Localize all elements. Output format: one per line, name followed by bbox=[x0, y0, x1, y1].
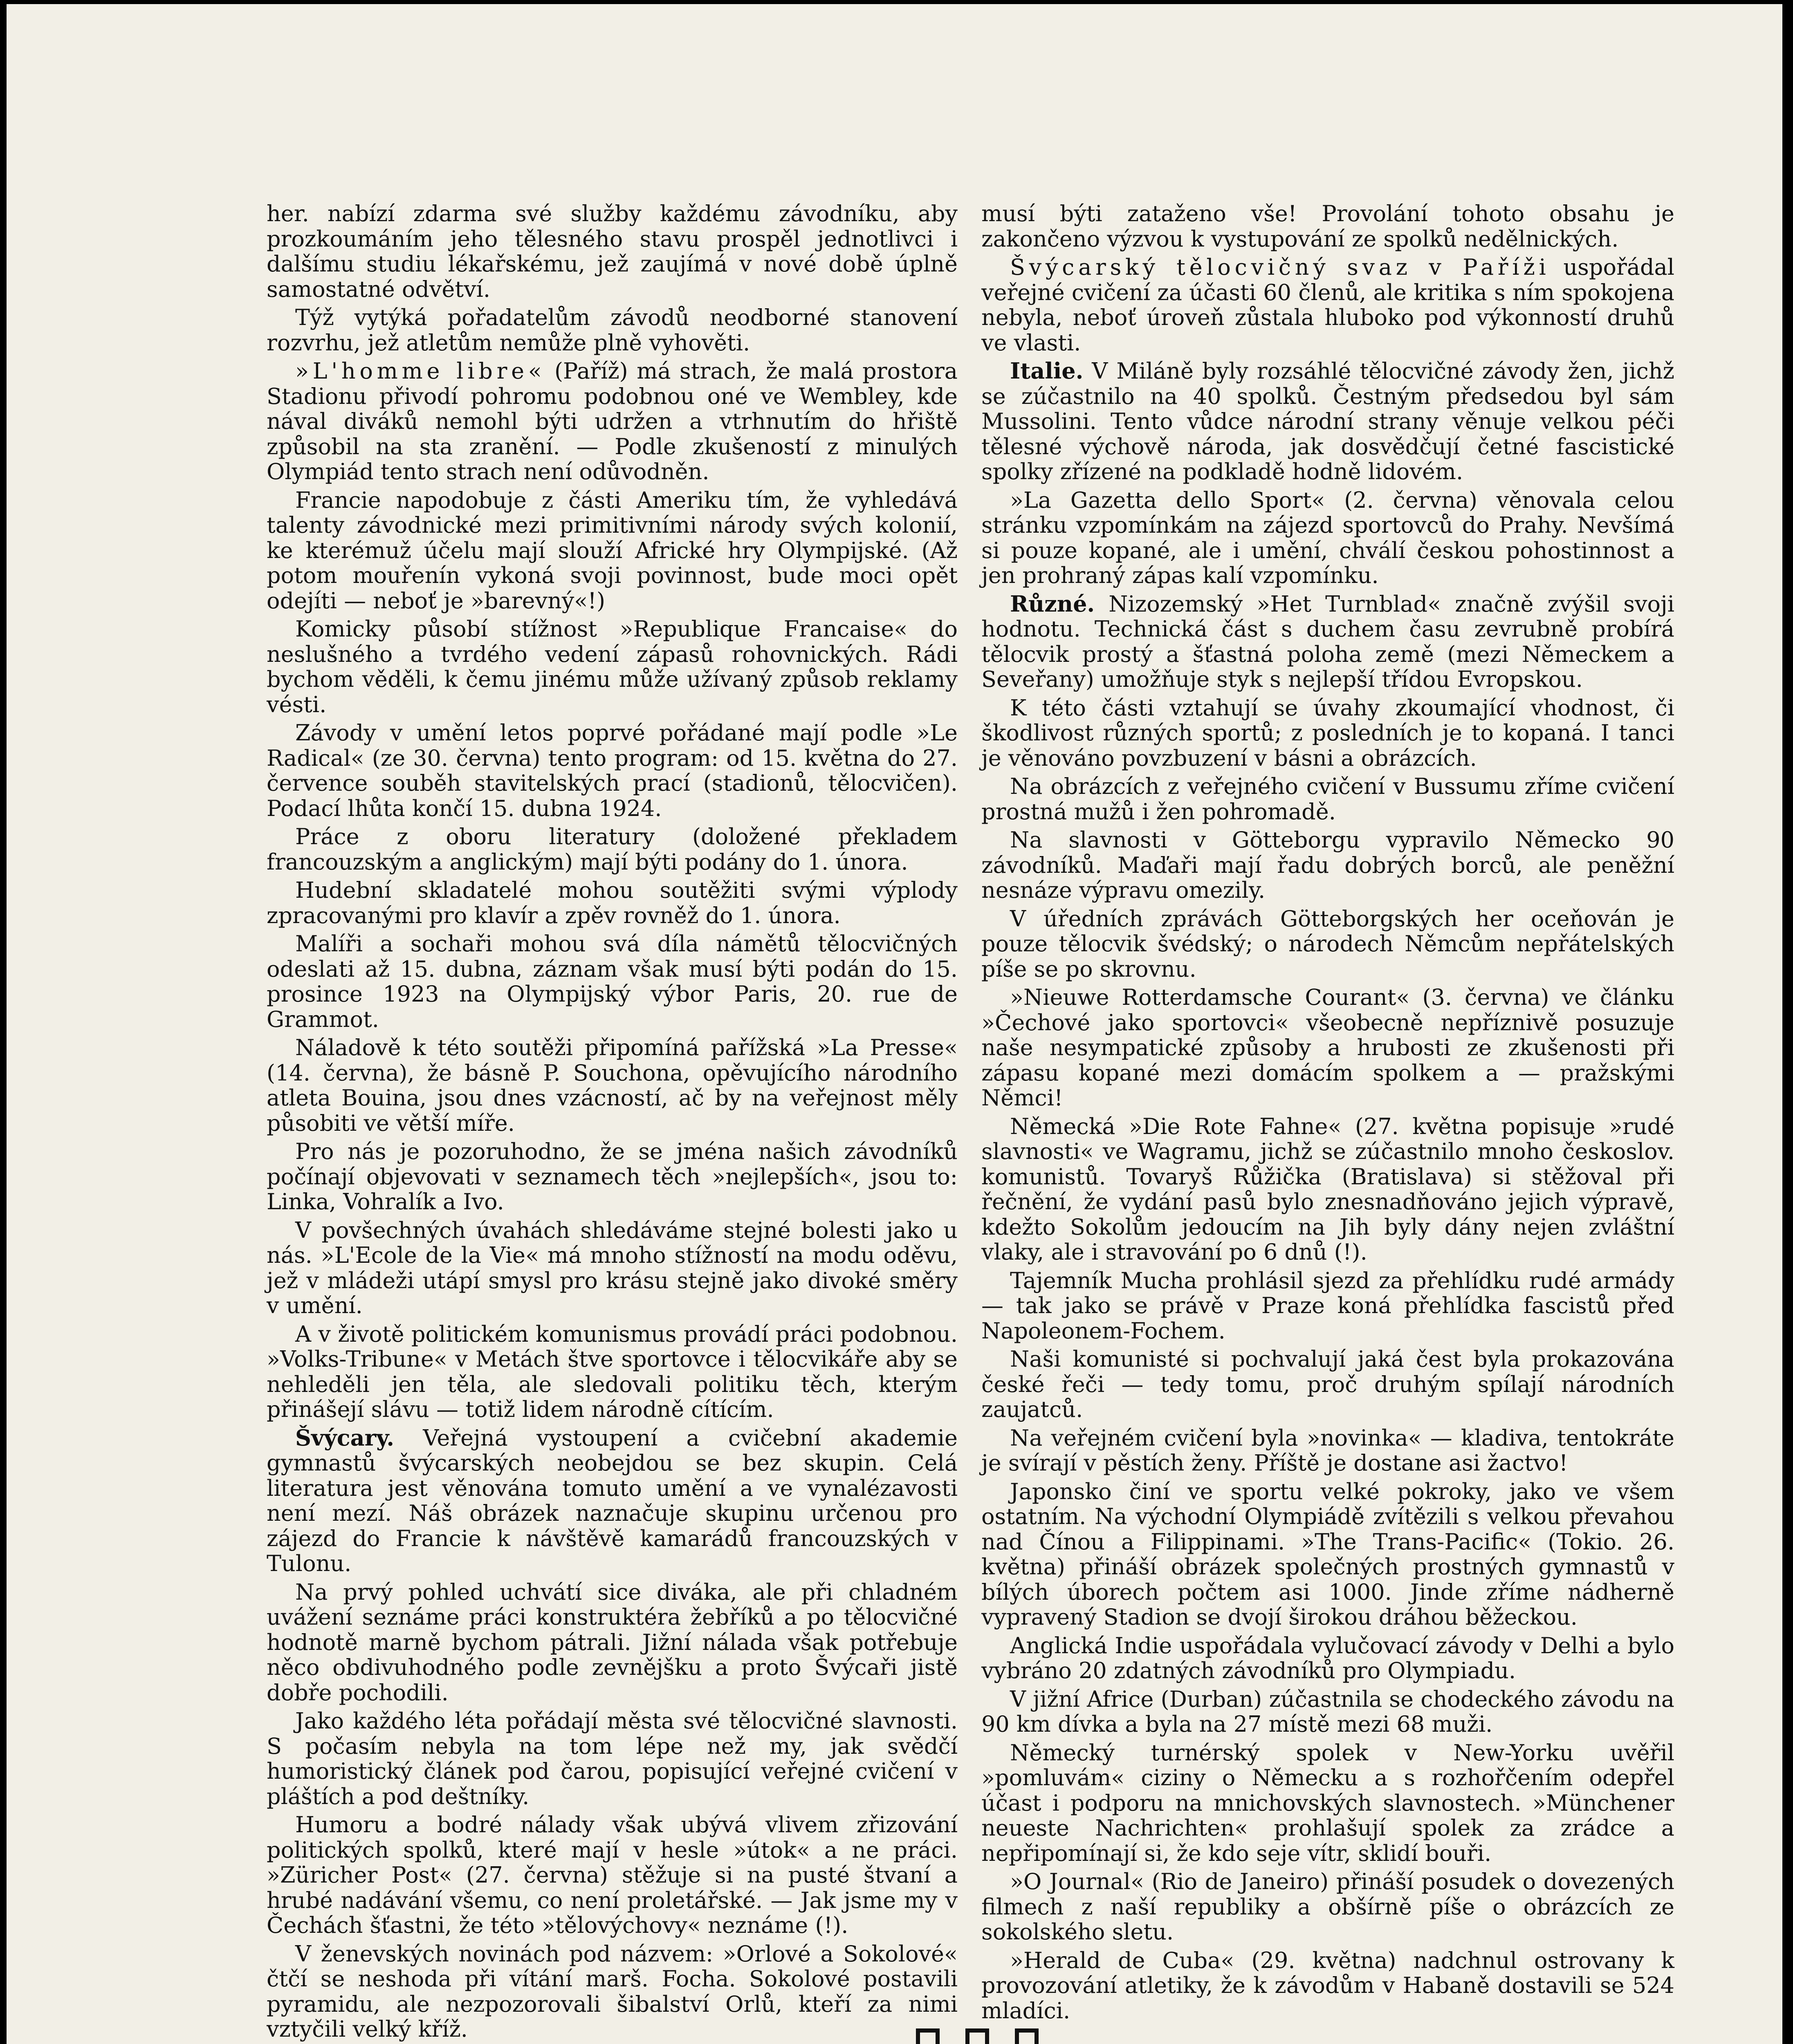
article-paragraph bbox=[267, 1139, 958, 1215]
paragraph-text: Na veřejném cvičení byla »novinka« — kladiva, tentokráte je svírají v pěstích ženy. Příště je dostane asi žactvo! bbox=[981, 1425, 1674, 1476]
article-paragraph bbox=[267, 1941, 958, 2042]
article-paragraph bbox=[981, 1633, 1674, 1683]
paragraph-text: »La Gazetta dello Sport« (2. června) věnovala celou stránku vzpomínkám na zájezd sportovců do Prahy. Nevšímá si pouze kopané, ale i umění, chválí českou pohostinnost a jen prohraný zápas kalí vzpomínku. bbox=[981, 487, 1674, 588]
paragraph-text: »Herald de Cuba« (29. května) nadchnul ostrovany k provozování atletiky, že k závodům v Habaně dostavili se 524 mladíci. bbox=[981, 1947, 1674, 2024]
paragraph-text: (Paříž) má strach, že malá prostora Stadionu přivodí pohromu podobnou oné ve Wembley, kde nával diváků nemohl býti udržen a vtrhnutím do hřiště způsobil na sta zranění. — Podle zkušeností z minulých Olympiád tento strach není odůvodněn. bbox=[267, 358, 958, 484]
separator-box-icon bbox=[1015, 2028, 1039, 2044]
article-paragraph bbox=[981, 985, 1674, 1111]
paragraph-text: Francie napodobuje z části Ameriku tím, že vyhledává talenty závodnické mezi primitivními národy svých kolonií, ke kterémuž účelu mají slouží Africké hry Olympijské. (Až potom mouřenín vykoná svoji povinnost, bude moci opět odejíti — neboť je »barevný«!) bbox=[267, 487, 958, 614]
article-paragraph bbox=[267, 720, 958, 821]
paragraph-text: Práce z oboru literatury (doložené překladem francouzským a anglickým) mají býti podány do 1. února. bbox=[267, 824, 958, 875]
article-paragraph bbox=[267, 931, 958, 1032]
article-paragraph bbox=[981, 906, 1674, 982]
article-paragraph bbox=[981, 827, 1674, 903]
paragraph-text: V úředních zprávách Götteborgských her oceňován je pouze tělocvik švédský; o národech Němcům nepřátelských píše se po skrovnu. bbox=[981, 905, 1674, 982]
paragraph-text: Náladově k této soutěži připomíná pařížská »La Presse« (14. června), že básně P. Souchona, opěvujícího národního atleta Bouina, jsou dnes vzácností, ač by na veřejnost měly působiti ve větší míře. bbox=[267, 1035, 958, 1136]
article-paragraph bbox=[267, 488, 958, 614]
article-paragraph bbox=[981, 1869, 1674, 1945]
article-paragraph bbox=[981, 1740, 1674, 1866]
section-lead: Švýcary. bbox=[295, 1424, 395, 1451]
section-separator bbox=[916, 2028, 1039, 2044]
paragraph-text: V jižní Africe (Durban) zúčastnila se chodeckého závodu na 90 km dívka a byla na 27 místě mezi 68 muži. bbox=[981, 1686, 1674, 1737]
article-paragraph bbox=[267, 1218, 958, 1318]
paragraph-text: Veřejná vystoupení a cvičební akademie gymnastů švýcarských neobejdou se bez skupin. Celá literatura jest věnována tomuto umění a ve vynalézavosti není mezí. Náš obrázek naznačuje skupinu určenou pro zájezd do Francie k návštěvě kamarádů francouzských v Tulonu. bbox=[267, 1425, 958, 1576]
right-column bbox=[981, 201, 1674, 2026]
page-border-top bbox=[0, 0, 1793, 4]
article-paragraph bbox=[981, 359, 1674, 484]
paragraph-text: Naši komunisté si pochvalují jaká čest byla prokazována české řeči — tedy tomu, proč druhým spílají národních zaujatců. bbox=[981, 1346, 1674, 1422]
section-lead: Různé. bbox=[1010, 590, 1095, 617]
paragraph-text: Malíři a sochaři mohou svá díla námětů tělocvičných odeslati až 15. dubna, záznam však musí býti podán do 15. prosince 1923 na Olympijský výbor Paris, 20. rue de Grammot. bbox=[267, 931, 958, 1032]
article-paragraph bbox=[267, 305, 958, 355]
article-paragraph bbox=[981, 488, 1674, 588]
paragraph-text: Nizozemský »Het Turnblad« značně zvýšil svoji hodnotu. Technická část s duchem času zevrubně probírá tělocvik prostý a šťastná poloha země (mezi Německem a Seveřany) umožňuje styk s nejlepší třídou Evropskou. bbox=[981, 591, 1674, 692]
article-paragraph bbox=[267, 201, 958, 302]
paragraph-text: Německá »Die Rote Fahne« (27. května popisuje »rudé slavnosti« ve Wagramu, jichž se zúčastnilo mnoho českoslov. komunistů. Tovaryš Růžička (Bratislava) si stěžoval při řečnění, že vydání pasů bylo znesnadňováno jejich výpravě, kdežto Sokolům jedoucím na Jih byly dány nejen zvláštní vlaky, ale i stravování po 6 dnů (!). bbox=[981, 1113, 1674, 1265]
paragraph-text: K této části vztahují se úvahy zkoumající vhodnost, či škodlivost různých sportů; z posledních je to kopaná. I tanci je věnováno povzbuzení v básni a obrázcích. bbox=[981, 695, 1674, 771]
article-paragraph bbox=[981, 1425, 1674, 1476]
article-paragraph bbox=[267, 1035, 958, 1136]
article-paragraph bbox=[981, 695, 1674, 771]
periodical-title: Švýcarský tělocvičný svaz v Paříži bbox=[1010, 254, 1550, 280]
article-paragraph bbox=[981, 255, 1674, 355]
paragraph-text: Hudební skladatelé mohou soutěžiti svými výplody zpracovanými pro klavír a zpěv rovněž do 1. února. bbox=[267, 877, 958, 928]
paragraph-text: V ženevských novinách pod názvem: »Orlové a Sokolové« čtčí se neshoda při vítání marš. Focha. Sokolové postavili pyramidu, ale nezpozorovali šibalství Orlů, kteří za nimi vztyčili velký kříž. bbox=[267, 1941, 958, 2042]
separator-box-icon bbox=[965, 2028, 989, 2044]
article-paragraph bbox=[981, 1114, 1674, 1265]
article-paragraph bbox=[981, 1347, 1674, 1422]
separator-box-icon bbox=[916, 2028, 940, 2044]
paragraph-text: A v životě politickém komunismus provádí práci podobnou. »Volks-Tribune« v Metách štve sportovce i tělocvikáře aby se nehleděli jen těla, ale sledovali politiku těch, kterým přinášejí slávu — totiž lidem národně cítícím. bbox=[267, 1321, 958, 1422]
left-column bbox=[267, 201, 958, 2044]
paragraph-text: musí býti zataženo vše! Provolání tohoto obsahu je zakončeno výzvou k vystupování ze spolků nedělnických. bbox=[981, 201, 1674, 252]
article-paragraph bbox=[981, 1687, 1674, 1737]
article-paragraph bbox=[267, 1708, 958, 1809]
paragraph-text: Závody v umění letos poprvé pořádané mají podle »Le Radical« (ze 30. června) tento program: od 15. května do 27. července souběh stavitelských prací (stadionů, tělocvičen). Podací lhůta končí 15. dubna 1924. bbox=[267, 720, 958, 821]
article-paragraph bbox=[981, 592, 1674, 692]
paragraph-text: her. nabízí zdarma své služby každému závodníku, aby prozkoumáním jeho tělesného stavu prospěl jednotlivci i dalšímu studiu lékařskému, jež zaujímá v nové době úplně samostatné odvětví. bbox=[267, 201, 958, 302]
paragraph-text: Na obrázcích z veřejného cvičení v Bussumu zříme cvičení prostná mužů i žen pohromadě. bbox=[981, 773, 1674, 825]
article-paragraph bbox=[981, 1268, 1674, 1344]
page-border-left bbox=[0, 0, 7, 2044]
article-paragraph bbox=[267, 824, 958, 874]
paragraph-text: Anglická Indie uspořádala vylučovací závody v Delhi a bylo vybráno 20 zdatných závodníků pro Olympiadu. bbox=[981, 1632, 1674, 1683]
article-paragraph bbox=[267, 1322, 958, 1422]
article-paragraph bbox=[981, 1479, 1674, 1630]
paragraph-text: Tajemník Mucha prohlásil sjezd za přehlídku rudé armády — tak jako se právě v Praze koná přehlídka fascistů před Napoleonem-Fochem. bbox=[981, 1267, 1674, 1344]
periodical-title: »L'homme libre« bbox=[295, 358, 546, 384]
paragraph-text: Japonsko činí ve sportu velké pokroky, jako ve všem ostatním. Na východní Olympiádě zvítězili s velkou převahou nad Čínou a Filippinami. »The Trans-Pacific« (Tokio. 26. května) přináší obrázek společných prostných gymnastů v bílých úborech počtem asi 1000. Jinde zříme nádherně vypravený Stadion se dvojí širokou dráhou běžeckou. bbox=[981, 1478, 1674, 1630]
section-lead: Italie. bbox=[1010, 358, 1084, 384]
article-paragraph bbox=[267, 1425, 958, 1576]
article-paragraph bbox=[981, 201, 1674, 251]
paragraph-text: Komicky působí stížnost »Republique Francaise« do neslušného a tvrdého vedení zápasů rohovnických. Rádi bychom věděli, k čemu jinému může užívaný způsob reklamy vésti. bbox=[267, 616, 958, 717]
article-paragraph bbox=[981, 1948, 1674, 2024]
paragraph-text: Německý turnérský spolek v New-Yorku uvěřil »pomluvám« ciziny o Německu a s rozhořčením odepřel účast i podporu na mnichovských slavnostech. »Münchener neueste Nachrichten« prohlašují spolek za zrádce a nepřipomínají si, že kdo seje vítr, sklidí bouři. bbox=[981, 1739, 1674, 1866]
article-paragraph bbox=[267, 359, 958, 484]
paragraph-text: Na prvý pohled uchvátí sice diváka, ale při chladném uvážení seznáme práci konstruktéra žebříků a po tělocvičné hodnotě marně bychom pátrali. Jižní nálada však potřebuje něco obdivuhodného podle zevnějšku a proto Švýcaři jistě dobře pochodili. bbox=[267, 1579, 958, 1706]
paragraph-text: Pro nás je pozoruhodno, že se jména našich závodníků počínají objevovati v seznamech těch »nejlepších«, jsou to: Linka, Vohralík a Ivo. bbox=[267, 1139, 958, 1215]
paragraph-text: Humoru a bodré nálady však ubývá vlivem zřizování politických spolků, které mají v hesle »útok« a ne práci. »Züricher Post« (27. června) stěžuje si na pusté štvaní a hrubé nadávání všemu, co není proletářské. — Jak jsme my v Čechách šťastni, že této »tělovýchovy« neznáme (!). bbox=[267, 1812, 958, 1938]
paragraph-text: V Miláně byly rozsáhlé tělocvičné závody žen, jichž se zúčastnilo na 40 spolků. Čestným předsedou byl sám Mussolini. Tento vůdce národní strany věnuje velkou péči tělesné výchově národa, jak dosvědčují četné fascistické spolky zřízené na podkladě hodně lidovém. bbox=[981, 358, 1674, 484]
paragraph-text: V povšechných úvahách shledáváme stejné bolesti jako u nás. »L'Ecole de la Vie« má mnoho stížností na modu oděvu, jež v mládeži utápí smysl pro krásu stejně jako divoké směry v umění. bbox=[267, 1217, 958, 1318]
article-paragraph bbox=[267, 1812, 958, 1938]
paragraph-text: Týž vytýká pořadatelům závodů neodborné stanovení rozvrhu, jež atletům nemůže plně vyhověti. bbox=[267, 305, 958, 356]
paragraph-text: »O Journal« (Rio de Janeiro) přináší posudek o dovezených filmech z naší republiky a obšírně píše o obrázcích ze sokolského sletu. bbox=[981, 1869, 1674, 1945]
article-paragraph bbox=[267, 1580, 958, 1706]
paragraph-text: uspořádal veřejné cvičení za účasti 60 členů, ale kritika s ním spokojena nebyla, neboť úroveň zůstala hluboko pod výkonností druhů ve vlasti. bbox=[981, 254, 1674, 356]
article-paragraph bbox=[267, 878, 958, 928]
paragraph-text: Na slavnosti v Götteborgu vypravilo Německo 90 závodníků. Maďaři mají řadu dobrých borců, ale peněžní nesnáze výpravu omezily. bbox=[981, 827, 1674, 903]
paragraph-text: »Nieuwe Rotterdamsche Courant« (3. června) ve článku »Čechové jako sportovci« všeobecně nepříznivě posuzuje naše nesympatické způsoby a hrubosti ze zkušenosti při zápasu kopané mezi domácím spolkem a — pražskými Němci! bbox=[981, 984, 1674, 1111]
article-paragraph bbox=[267, 616, 958, 717]
article-paragraph bbox=[981, 774, 1674, 824]
page-border-right bbox=[1782, 0, 1793, 2044]
paragraph-text: Jako každého léta pořádají města své tělocvičné slavnosti. S počasím nebyla na tom lépe než my, jak svědčí humoristický článek pod čarou, popisující veřejné cvičení v pláštích a pod deštníky. bbox=[267, 1708, 958, 1809]
